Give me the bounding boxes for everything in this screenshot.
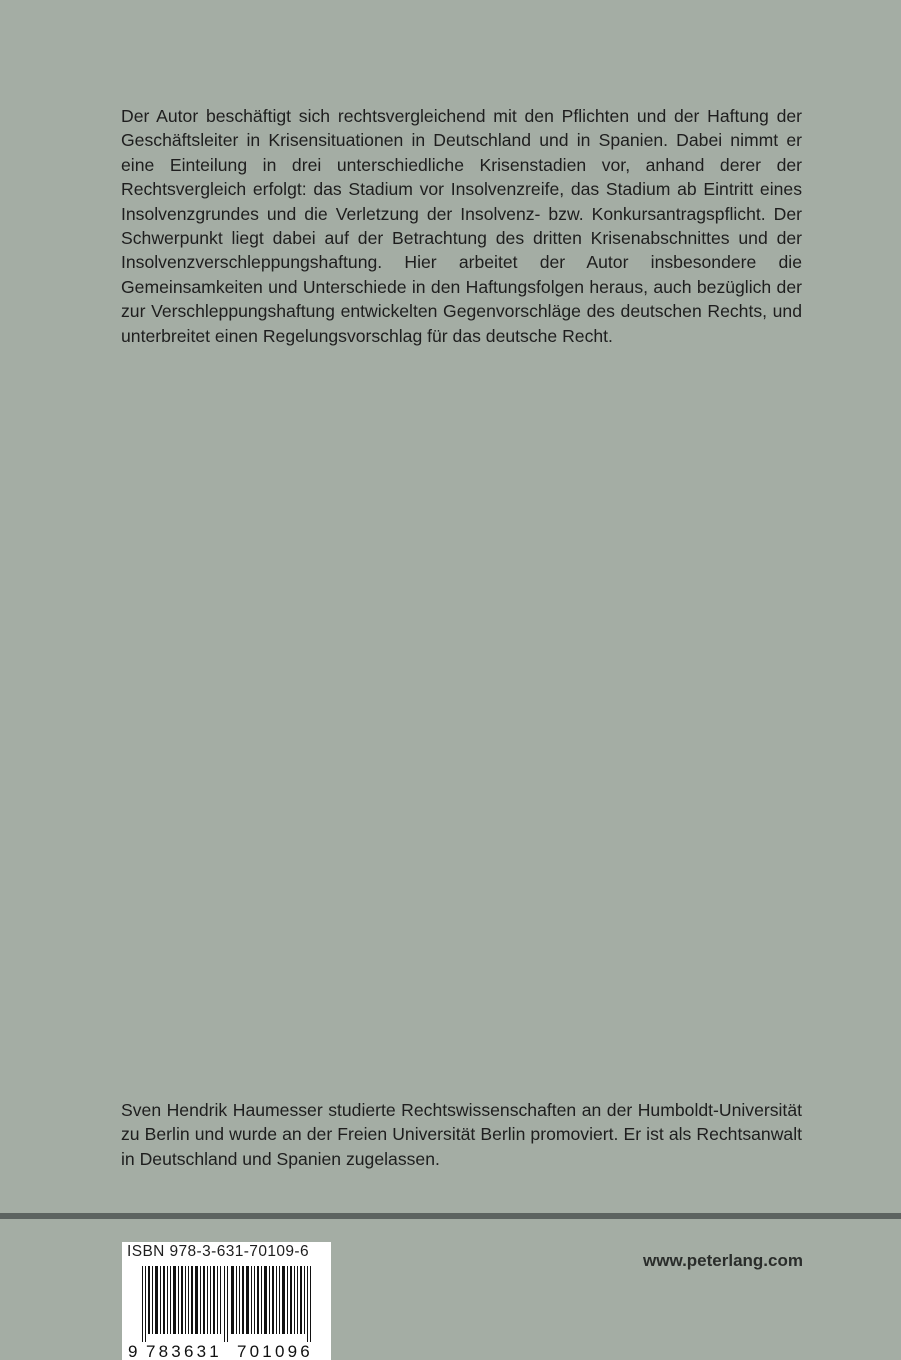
barcode-bar (231, 1266, 234, 1334)
barcode-bar (224, 1266, 225, 1342)
barcode-bar (307, 1266, 308, 1342)
barcode-bar (191, 1266, 193, 1334)
barcode-bar (251, 1266, 252, 1334)
barcode-bar (167, 1266, 168, 1334)
barcode-bar (170, 1266, 171, 1334)
barcode-left-digits: 783631 (146, 1342, 222, 1360)
barcode-bar (242, 1266, 244, 1334)
barcode-bar (220, 1266, 221, 1334)
barcode-bar (257, 1266, 259, 1334)
barcode-bar (297, 1266, 298, 1334)
barcode-bar (276, 1266, 277, 1334)
barcode-bar (264, 1266, 267, 1334)
isbn-barcode-box (122, 1242, 331, 1360)
barcode-bar (148, 1266, 150, 1334)
barcode-bar (294, 1266, 295, 1334)
barcode-bar (163, 1266, 165, 1334)
barcode-bar (181, 1266, 183, 1334)
barcode-bar (142, 1266, 143, 1342)
barcode-bar (236, 1266, 237, 1334)
divider-rule (0, 1213, 901, 1219)
barcode-bar (282, 1266, 285, 1334)
barcode-bar (239, 1266, 240, 1334)
barcode-bar (213, 1266, 215, 1334)
barcode-bar (300, 1266, 302, 1334)
barcode-bar (304, 1266, 305, 1334)
barcode-bar (310, 1266, 311, 1342)
barcode-bar (160, 1266, 161, 1334)
barcode-bar (207, 1266, 208, 1334)
barcode-bar (173, 1266, 176, 1334)
barcode-first-digit: 9 (128, 1342, 138, 1360)
barcode-bar (246, 1266, 249, 1334)
publisher-url: www.peterlang.com (643, 1251, 803, 1270)
barcode-bar (195, 1266, 198, 1334)
barcode-bar (217, 1266, 218, 1334)
barcode-bar (287, 1266, 288, 1334)
barcode-bar (145, 1266, 146, 1342)
barcode-bar (200, 1266, 201, 1334)
author-bio: Sven Hendrik Haumesser studierte Rechtswissenschaften an der Humboldt-Universität zu Berlin und wurde an der Freien Universität Berlin promoviert. Er ist als Rechtsanwalt in Deutschland und Spanien zugelassen. (121, 1100, 802, 1169)
barcode-bar (178, 1266, 179, 1334)
barcode-bar (203, 1266, 205, 1334)
back-cover-blurb: Der Autor beschäftigt sich rechtsvergleichend mit den Pflichten und der Haftung der Geschäftsleiter in Krisensituationen in Deutschland und in Spanien. Dabei nimmt er eine Einteilung in drei unterschiedliche Krisenstadien vor, anhand derer der Rechtsvergleich erfolgt: das Stadium vor Insolvenzreife, das Stadium ab Eintritt eines Insolvenzgrundes und die Verletzung der Insolvenz- bzw. Konkursantragspflicht. Der Schwerpunkt liegt dabei auf der Betrachtung des dritten Krisenabschnittes und der Insolvenzverschleppungshaftung. Hier arbeitet der Autor insbesondere die Gemeinsamkeiten und Unterschiede in den Haftungsfolgen heraus, auch bezüglich der zur Verschleppungshaftung entwickelten Gegenvorschläge des deutschen Rechts, und unterbreitet einen Regelungsvorschlag für das deutsche Recht. (121, 106, 802, 346)
barcode-bar (261, 1266, 262, 1334)
barcode-bar (279, 1266, 280, 1334)
isbn-label: ISBN 978-3-631-70109-6 (127, 1243, 309, 1260)
barcode-bar (269, 1266, 270, 1334)
barcode-bar (272, 1266, 274, 1334)
barcode-bar (188, 1266, 189, 1334)
barcode-bar (290, 1266, 292, 1334)
barcode-bar (210, 1266, 211, 1334)
barcode-bar (152, 1266, 153, 1334)
barcode-right-digits: 701096 (237, 1342, 313, 1360)
barcode (122, 1264, 331, 1360)
barcode-bar (155, 1266, 158, 1334)
barcode-bar (254, 1266, 255, 1334)
barcode-bar (185, 1266, 186, 1334)
barcode-bar (227, 1266, 228, 1342)
